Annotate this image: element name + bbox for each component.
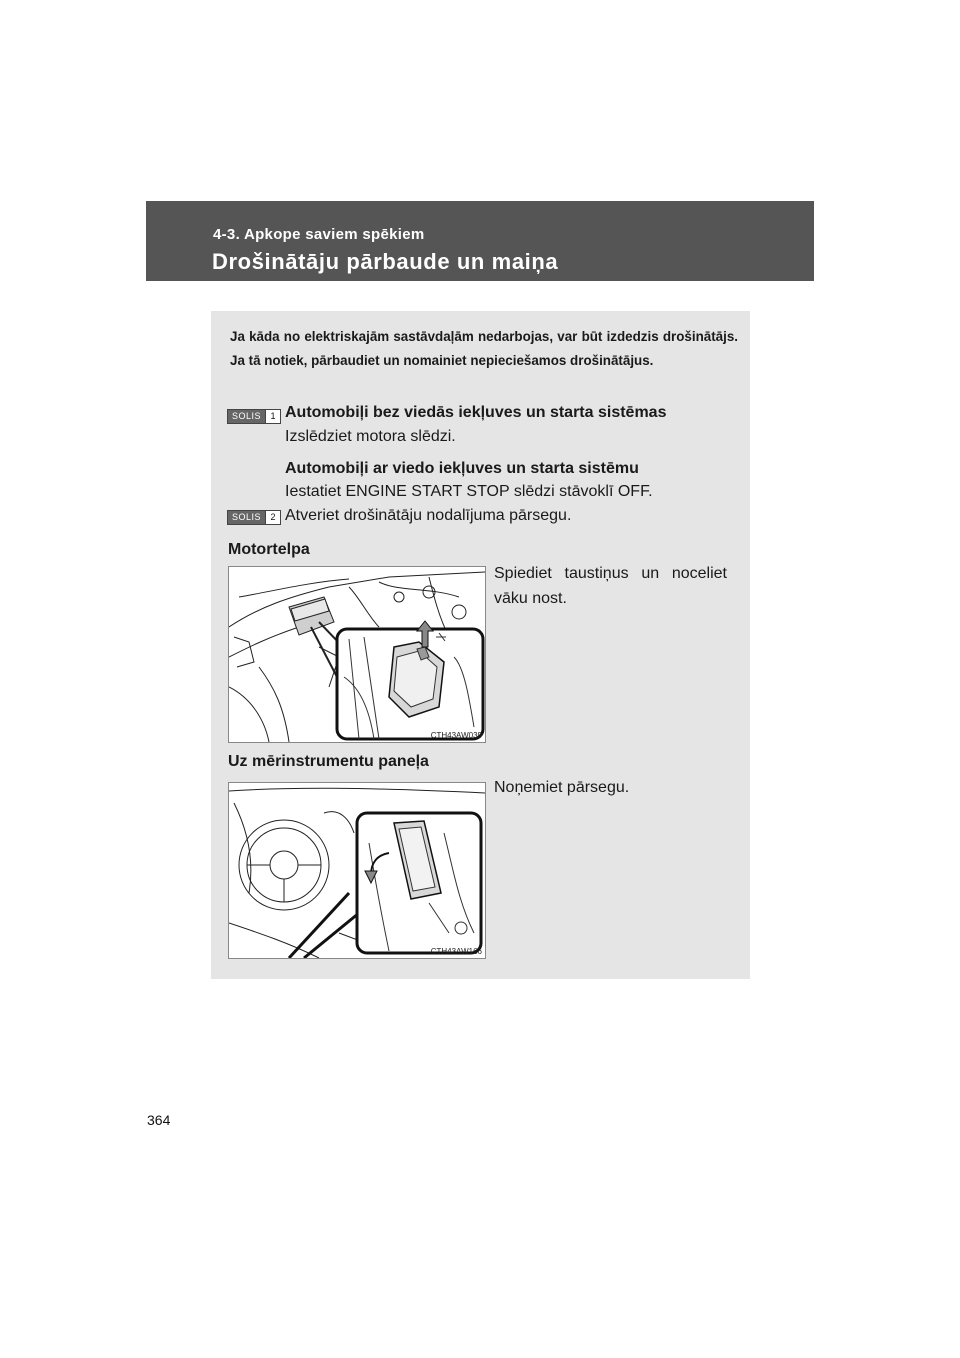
page-title: Drošinātāju pārbaude un maiņa (212, 249, 559, 274)
step-1-heading-no-smart-entry: Automobiļi bez viedās iekļuves un starta sistēmas (285, 404, 667, 421)
engine-instruction-line-2: vāku nost. (494, 590, 567, 607)
step-badge-word: SOLIS (228, 511, 265, 524)
content-panel (211, 311, 750, 979)
dashboard-figure (228, 782, 486, 959)
dashboard-heading: Uz mērinstrumentu paneļa (228, 753, 429, 770)
figure-code: CTH43AW039 (430, 731, 482, 740)
dashboard-illustration (229, 783, 485, 958)
step-1-text-smart-entry: Iestatiet ENGINE START STOP slēdzi stāvoklī OFF. (285, 483, 653, 500)
step-badge-number: 2 (265, 511, 280, 524)
step-1-text-no-smart-entry: Izslēdziet motora slēdzi. (285, 428, 456, 445)
step-badge-word: SOLIS (228, 410, 265, 423)
engine-heading: Motortelpa (228, 541, 310, 558)
page-number: 364 (147, 1112, 171, 1128)
step-badge-number: 1 (265, 410, 280, 423)
engine-compartment-figure (228, 566, 486, 743)
chapter-header (146, 201, 814, 281)
step-2-badge (227, 509, 281, 525)
figure-code: CTH43AW166 (430, 947, 482, 956)
intro-text: Ja kāda no elektriskajām sastāvdaļām nedarbojas, var būt izdedzis drošinātājs. Ja tā notiek, pārbaudiet un nomainiet nepieciešamos drošinātājus. (230, 329, 738, 368)
step-1-heading-smart-entry: Automobiļi ar viedo iekļuves un starta sistēmu (285, 460, 639, 477)
step-1-badge (227, 408, 281, 424)
dashboard-instruction: Noņemiet pārsegu. (494, 779, 630, 796)
section-label: 4-3. Apkope saviem spēkiem (213, 226, 425, 243)
step-2-text: Atveriet drošinātāju nodalījuma pārsegu. (285, 507, 572, 524)
engine-instruction-line-1: Spiediet taustiņus un noceliet (494, 565, 727, 582)
engine-compartment-illustration (229, 567, 485, 742)
zoom-inset (337, 621, 483, 739)
